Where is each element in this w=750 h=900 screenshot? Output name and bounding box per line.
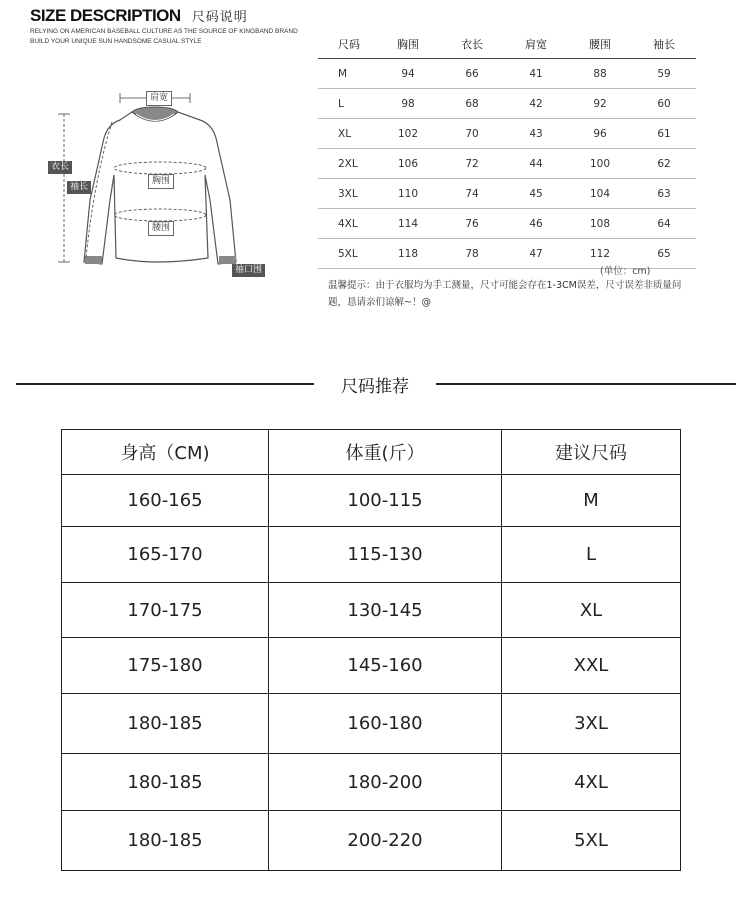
header-subtitle-2: BUILD YOUR UNIQUE SUN HANDSOME CASUAL STYLE <box>30 38 202 45</box>
table-cell: 180-185 <box>62 754 269 811</box>
recommend-header-row <box>62 430 681 475</box>
table-cell: 3XL <box>338 187 358 200</box>
table-cell: 74 <box>465 187 479 200</box>
divider-right <box>436 383 736 385</box>
table-cell: XL <box>502 583 681 638</box>
divider-left <box>16 383 314 385</box>
table-row <box>62 638 681 694</box>
table-row <box>318 149 696 179</box>
table-cell: 72 <box>465 157 479 170</box>
size-table-header-cell: 尺码 <box>338 38 360 51</box>
header-subtitle-1: RELYING ON AMERICAN BASEBALL CULTURE AS THE SOURCE OF KINGBAND BRAND <box>30 28 298 35</box>
table-row <box>318 59 696 89</box>
size-table-header <box>318 30 696 59</box>
table-cell: 100 <box>589 157 611 170</box>
table-cell: 78 <box>465 247 479 260</box>
table-cell: 65 <box>657 247 671 260</box>
table-cell: 44 <box>529 157 543 170</box>
table-cell: 4XL <box>338 217 358 230</box>
table-cell: XXL <box>502 638 681 694</box>
table-cell: 180-185 <box>62 694 269 754</box>
table-cell: M <box>502 475 681 527</box>
table-cell: 5XL <box>338 247 358 260</box>
table-cell: 106 <box>397 157 419 170</box>
table-cell: 88 <box>593 67 607 80</box>
recommend-header-cell: 体重(斤） <box>269 430 502 475</box>
table-row <box>62 583 681 638</box>
table-cell: 200-220 <box>269 811 502 871</box>
recommend-section-title: 尺码推荐 <box>341 377 409 397</box>
measurement-disclaimer: 温馨提示：由于衣服均为手工测量，尺寸可能会存在1-3CM误差，尺寸误差非质量问题，恳请亲们谅解~！@ <box>328 280 682 308</box>
table-cell: 110 <box>397 187 419 200</box>
header-title-cn: 尺码说明 <box>191 10 248 25</box>
shoulder-label: 肩宽 <box>146 91 172 106</box>
table-row <box>318 89 696 119</box>
size-measurement-table <box>318 30 696 269</box>
table-cell: 63 <box>657 187 671 200</box>
cuff-label: 袖口围 <box>232 264 265 277</box>
table-cell: 112 <box>589 247 611 260</box>
recommend-header-cell: 身高（CM) <box>62 430 269 475</box>
table-cell: 180-200 <box>269 754 502 811</box>
table-cell: 2XL <box>338 157 358 170</box>
table-cell: 45 <box>529 187 543 200</box>
table-cell: 92 <box>593 97 607 110</box>
shirt-measurement-diagram <box>40 80 280 290</box>
table-cell: 160-180 <box>269 694 502 754</box>
table-row <box>62 694 681 754</box>
table-cell: 100-115 <box>269 475 502 527</box>
table-cell: XL <box>338 127 352 140</box>
chest-label: 胸围 <box>148 174 174 189</box>
table-cell: 118 <box>397 247 419 260</box>
table-cell: 47 <box>529 247 543 260</box>
table-cell: 170-175 <box>62 583 269 638</box>
table-row <box>62 475 681 527</box>
table-cell: 180-185 <box>62 811 269 871</box>
table-cell: 3XL <box>502 694 681 754</box>
table-cell: 108 <box>589 217 611 230</box>
table-cell: 94 <box>401 67 415 80</box>
table-cell: 61 <box>657 127 671 140</box>
table-cell: 60 <box>657 97 671 110</box>
table-cell: 42 <box>529 97 543 110</box>
table-cell: 104 <box>589 187 611 200</box>
header-title: SIZE DESCRIPTION <box>30 6 181 25</box>
table-cell: 175-180 <box>62 638 269 694</box>
length-label: 衣长 <box>48 161 72 174</box>
table-row <box>62 754 681 811</box>
table-cell: 70 <box>465 127 479 140</box>
table-cell: 115-130 <box>269 527 502 583</box>
table-cell: 46 <box>529 217 543 230</box>
table-cell: 165-170 <box>62 527 269 583</box>
table-cell: 130-145 <box>269 583 502 638</box>
size-table-header-cell: 腰围 <box>589 38 611 51</box>
table-cell: M <box>338 67 348 80</box>
table-cell: 145-160 <box>269 638 502 694</box>
table-cell: 43 <box>529 127 543 140</box>
table-cell: 5XL <box>502 811 681 871</box>
table-row <box>62 527 681 583</box>
table-cell: 98 <box>401 97 415 110</box>
table-row <box>318 209 696 239</box>
table-row <box>62 811 681 871</box>
table-cell: 76 <box>465 217 479 230</box>
size-table-header-cell: 衣长 <box>461 38 483 51</box>
table-cell: 96 <box>593 127 607 140</box>
size-table-body <box>318 59 696 269</box>
table-row <box>318 179 696 209</box>
table-cell: 59 <box>657 67 671 80</box>
table-cell: 160-165 <box>62 475 269 527</box>
table-cell: 62 <box>657 157 671 170</box>
size-table-header-cell: 肩宽 <box>525 38 547 51</box>
table-cell: 41 <box>529 67 543 80</box>
table-cell: L <box>502 527 681 583</box>
recommend-header-cell: 建议尺码 <box>502 430 681 475</box>
table-cell: 68 <box>465 97 479 110</box>
size-table-header-cell: 袖长 <box>653 38 675 51</box>
sleeve-label: 袖长 <box>67 181 91 194</box>
size-description-header <box>30 6 298 46</box>
unit-note: (单位：cm) <box>600 266 651 277</box>
waist-label: 腰围 <box>148 221 174 236</box>
table-cell: 66 <box>465 67 479 80</box>
table-cell: 4XL <box>502 754 681 811</box>
table-cell: 64 <box>657 217 671 230</box>
table-cell: L <box>338 97 344 110</box>
table-row <box>318 119 696 149</box>
table-cell: 114 <box>397 217 419 230</box>
size-table-header-cell: 胸围 <box>397 38 419 51</box>
table-cell: 102 <box>397 127 419 140</box>
size-recommendation-table <box>61 429 681 871</box>
